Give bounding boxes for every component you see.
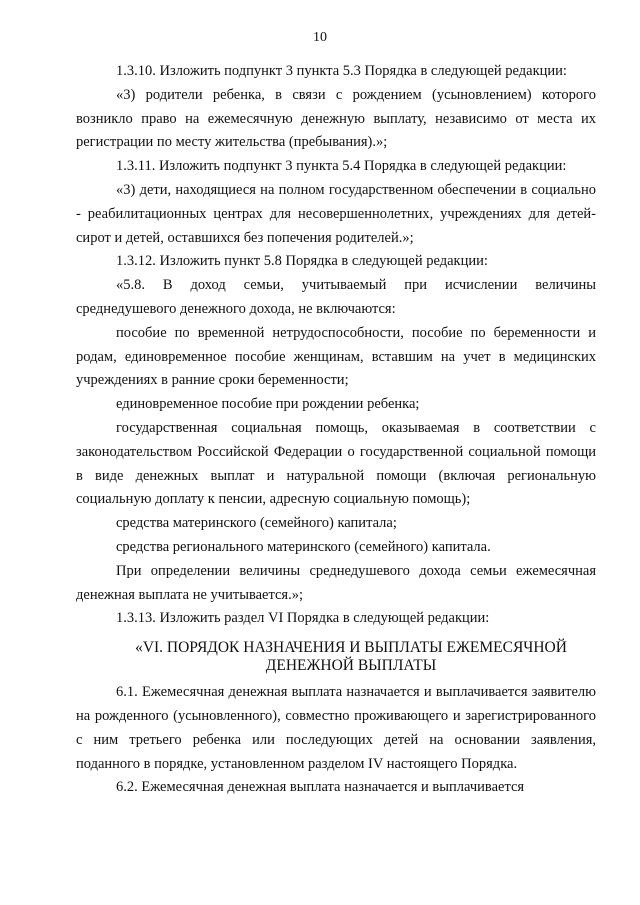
paragraph: государственная социальная помощь, оказываемая в соответствии с законодательством Российской Федерации о государственной социальной помощи в виде денежных выплат и натуральной помощи (включая региональную социальную доплату к пенсии, адресную социальную помощь); bbox=[76, 419, 596, 508]
section-heading-line: ДЕНЕЖНОЙ ВЫПЛАТЫ bbox=[265, 657, 437, 675]
paragraph: пособие по временной нетрудоспособности, пособие по беременности и родам, единовременное пособие женщинам, вставшим на учет в медицинских учреждениях в ранние сроки беременности; bbox=[76, 324, 596, 389]
page-number: 10 bbox=[313, 30, 327, 45]
paragraph: 6.1. Ежемесячная денежная выплата назначается и выплачивается заявителю на рожденного (усыновленного), совместно проживающего и зарегистрированного с ним третьего ребенка или последующих детей на основании заявления, поданного в порядке, установленном разделом IV настоящего Порядка. bbox=[76, 684, 596, 772]
paragraph: 1.3.12. Изложить пункт 5.8 Порядка в следующей редакции: bbox=[116, 253, 488, 270]
paragraph: При определении величины среднедушевого дохода семьи ежемесячная денежная выплата не учитывается.»; bbox=[76, 562, 596, 603]
paragraph: единовременное пособие при рождении ребенка; bbox=[116, 396, 420, 413]
paragraph: 6.2. Ежемесячная денежная выплата назначается и выплачивается bbox=[116, 779, 525, 796]
paragraph: 1.3.13. Изложить раздел VI Порядка в следующей редакции: bbox=[116, 610, 490, 627]
paragraph: 1.3.10. Изложить подпункт 3 пункта 5.3 Порядка в следующей редакции: bbox=[116, 63, 567, 79]
section-heading bbox=[76, 639, 596, 675]
paragraph: средства материнского (семейного) капитала; bbox=[116, 515, 397, 532]
paragraph: средства регионального материнского (семейного) капитала. bbox=[116, 538, 491, 555]
paragraph: 1.3.11. Изложить подпункт 3 пункта 5.4 Порядка в следующей редакции: bbox=[116, 158, 567, 175]
paragraph: «3) родители ребенка, в связи с рождением (усыновлением) которого возникло право на ежемесячную денежную выплату, независимо от места их регистрации по месту жительства (пребывания).»; bbox=[76, 86, 596, 151]
paragraph: «5.8. В доход семьи, учитываемый при исчислении величины среднедушевого денежного дохода, не включаются: bbox=[76, 277, 596, 317]
document-body bbox=[76, 60, 596, 800]
section-heading-line: «VI. ПОРЯДОК НАЗНАЧЕНИЯ И ВЫПЛАТЫ ЕЖЕМЕСЯЧНОЙ bbox=[135, 639, 567, 657]
paragraph: «3) дети, находящиеся на полном государственном обеспечении в социально - реабилитационных центрах для несовершеннолетних, учреждениях для детей-сирот и детей, оставшихся без попечения родителей.»; bbox=[76, 181, 596, 246]
